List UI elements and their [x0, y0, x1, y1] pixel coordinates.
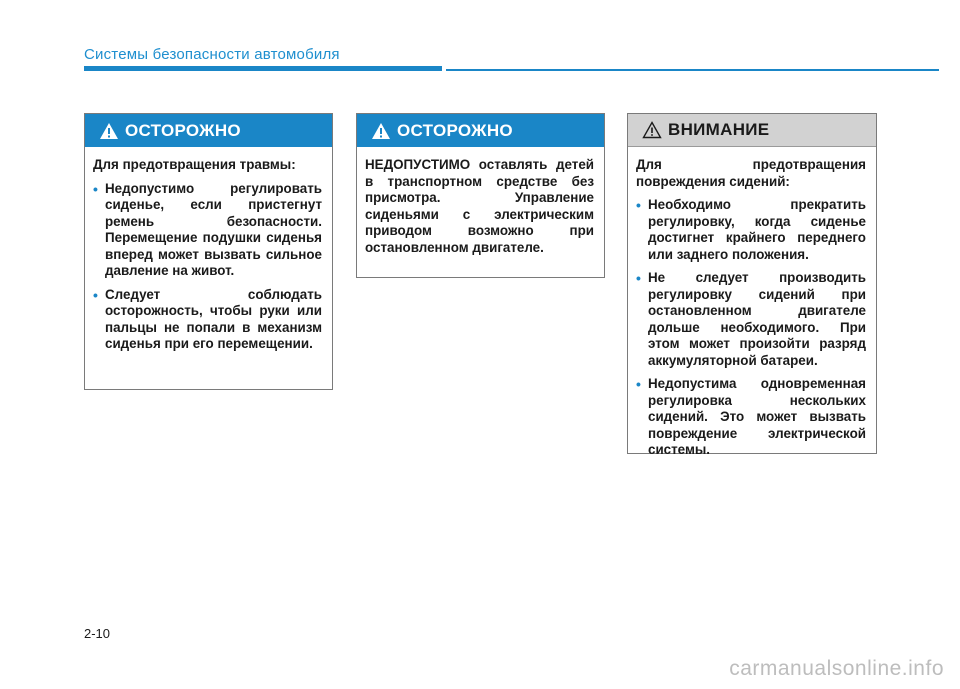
caution-box-seats — [627, 113, 877, 457]
warning-box-injury — [84, 113, 333, 390]
warning-triangle-icon — [99, 122, 119, 140]
list-item: • Необходимо прекратить регулировку, когда сиденье достигнет крайнего переднего или заднего положения. — [636, 197, 866, 262]
caution-triangle-icon — [642, 121, 662, 139]
watermark: carmanualsonline.info — [729, 657, 944, 680]
warning-box-title: ОСТОРОЖНО — [125, 120, 241, 140]
warning-box-header — [357, 114, 604, 147]
header-rule-thick — [84, 66, 442, 71]
list-item: • Не следует производить регулировку сидений при остановленном двигателе дольше необходимого. При этом может произойти разряд аккумуляторной батареи. — [636, 270, 866, 368]
warning-box-title: ОСТОРОЖНО — [397, 120, 513, 140]
bullet-text: Следует соблюдать осторожность, чтобы руки или пальцы не попали в механизм сиденья при его перемещении. — [105, 286, 322, 351]
warning-box-children — [356, 113, 605, 278]
caution-box-header — [628, 114, 876, 147]
page-number: 2-10 — [84, 626, 111, 641]
warning-text: НЕДОПУСТИМО оставлять детей в транспортном средстве без присмотра. Управление сиденьями с электрическим приводом возможно при остановленном двигателе. — [365, 157, 594, 255]
warning-box-header — [85, 114, 332, 147]
warning-intro: Для предотвращения травмы: — [93, 157, 296, 172]
bullet-text: Необходимо прекратить регулировку, когда сиденье достигнет крайнего переднего или заднего положения. — [648, 197, 866, 262]
caution-intro: Для предотвращения повреждения сидений: — [636, 157, 866, 189]
list-item: • Следует соблюдать осторожность, чтобы руки или пальцы не попали в механизм сиденья при его перемещении. — [93, 286, 322, 351]
list-item: • Недопустима одновременная регулировка нескольких сидений. Это может вызвать повреждение электрической системы. — [636, 376, 866, 457]
bullet-text: Не следует производить регулировку сидений при остановленном двигателе дольше необходимого. При этом может произойти разряд аккумуляторной батареи. — [648, 270, 866, 368]
bullet-text: Недопустима одновременная регулировка нескольких сидений. Это может вызвать повреждение электрической системы. — [648, 376, 866, 457]
bullet-text: Недопустимо регулировать сиденье, если пристегнут ремень безопасности. Перемещение подушки сиденья вперед может вызвать сильное давление на живот. — [105, 180, 322, 278]
section-title: Системы безопасности автомобиля — [84, 46, 340, 63]
header-rule-thin — [446, 69, 939, 71]
caution-box-title: ВНИМАНИЕ — [668, 120, 770, 139]
list-item: • Недопустимо регулировать сиденье, если пристегнут ремень безопасности. Перемещение подушки сиденья вперед может вызвать сильное давление на живот. — [93, 180, 322, 278]
warning-triangle-icon — [371, 122, 391, 140]
